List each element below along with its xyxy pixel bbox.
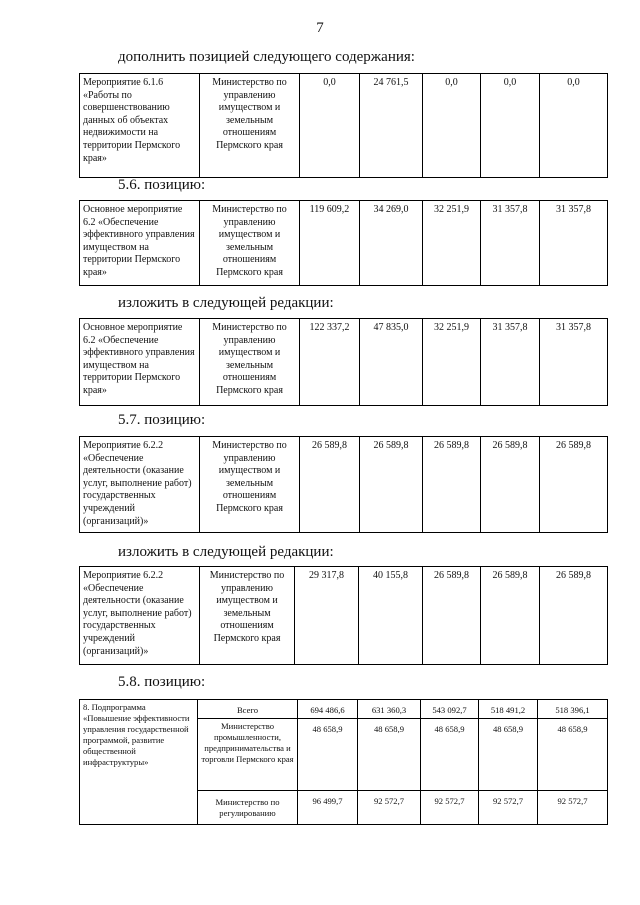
table-subprogram-8: [79, 699, 608, 825]
intro-line: дополнить позицией следующего содержания:: [118, 49, 415, 65]
value-cell: 31 357,8: [481, 201, 540, 286]
executor-cell: Министерство по управлению имуществом и земельным отношениям Пермского края: [200, 319, 300, 406]
value-cell: 518 396,1: [538, 700, 608, 719]
table-activity-6-2-2-new: [79, 566, 608, 665]
table-activity-6-2-old: [79, 200, 608, 286]
value-cell: 26 589,8: [360, 437, 423, 533]
table-row: [80, 700, 608, 719]
value-cell: 29 317,8: [295, 567, 359, 665]
value-cell: 92 572,7: [358, 791, 421, 825]
activity-name: Мероприятие 6.2.2 «Обеспечение деятельности (оказание услуг, выполнение работ) государственных учреждений (организаций)»: [80, 437, 200, 533]
value-cell: 543 092,7: [421, 700, 479, 719]
table-activity-6-2-2-old: [79, 436, 608, 533]
value-cell: 92 572,7: [479, 791, 538, 825]
value-cell: 92 572,7: [421, 791, 479, 825]
value-cell: 48 658,9: [298, 719, 358, 791]
table-row: [80, 567, 608, 665]
activity-name: Мероприятие 6.1.6 «Работы по совершенствованию данных об объектах недвижимости на территории Пермского края»: [80, 74, 200, 178]
table-row: [80, 74, 608, 178]
value-cell: 631 360,3: [358, 700, 421, 719]
value-cell: 31 357,8: [540, 201, 608, 286]
executor-cell: Министерство по управлению имуществом и земельным отношениям Пермского края: [200, 74, 300, 178]
value-cell: 694 486,6: [298, 700, 358, 719]
value-cell: 47 835,0: [360, 319, 423, 406]
edit-line-2: изложить в следующей редакции:: [118, 544, 334, 560]
heading-5-7: 5.7. позицию:: [118, 412, 206, 428]
value-cell: 0,0: [540, 74, 608, 178]
value-cell: 26 589,8: [540, 567, 608, 665]
table-row: [80, 201, 608, 286]
value-cell: 48 658,9: [421, 719, 479, 791]
value-cell: 518 491,2: [479, 700, 538, 719]
table-activity-6-2-new: [79, 318, 608, 406]
value-cell: 96 499,7: [298, 791, 358, 825]
subprogram-name: 8. Подпрограмма «Повышение эффективности управления государственной программой, развитие общественной инфраструктуры»: [80, 700, 198, 825]
table-row: [80, 319, 608, 406]
table-row: [80, 437, 608, 533]
value-cell: 26 589,8: [423, 567, 481, 665]
activity-name: Основное мероприятие 6.2 «Обеспечение эффективного управления имуществом на территории Пермского края»: [80, 201, 200, 286]
value-cell: 0,0: [481, 74, 540, 178]
value-cell: 32 251,9: [423, 201, 481, 286]
activity-name: Основное мероприятие 6.2 «Обеспечение эффективного управления имуществом на территории Пермского края»: [80, 319, 200, 406]
value-cell: 31 357,8: [540, 319, 608, 406]
value-cell: 40 155,8: [359, 567, 423, 665]
value-cell: 32 251,9: [423, 319, 481, 406]
value-cell: 26 589,8: [481, 567, 540, 665]
executor-cell: Министерство по управлению имуществом и земельным отношениям Пермского края: [200, 201, 300, 286]
executor-cell: Министерство промышленности, предпринимательства и торговли Пермского края: [198, 719, 298, 791]
value-cell: 34 269,0: [360, 201, 423, 286]
value-cell: 48 658,9: [358, 719, 421, 791]
heading-5-6: 5.6. позицию:: [118, 177, 206, 193]
heading-5-8: 5.8. позицию:: [118, 674, 206, 690]
value-cell: 26 589,8: [423, 437, 481, 533]
executor-cell: Министерство по управлению имуществом и земельным отношениям Пермского края: [200, 437, 300, 533]
table-activity-6-1-6: [79, 73, 608, 178]
value-cell: 0,0: [300, 74, 360, 178]
executor-cell: Министерство по регулированию: [198, 791, 298, 825]
executor-cell: Всего: [198, 700, 298, 719]
value-cell: 24 761,5: [360, 74, 423, 178]
value-cell: 48 658,9: [479, 719, 538, 791]
value-cell: 48 658,9: [538, 719, 608, 791]
value-cell: 26 589,8: [481, 437, 540, 533]
value-cell: 26 589,8: [540, 437, 608, 533]
value-cell: 26 589,8: [300, 437, 360, 533]
page-number: 7: [316, 20, 324, 36]
value-cell: 31 357,8: [481, 319, 540, 406]
executor-cell: Министерство по управлению имуществом и земельным отношениям Пермского края: [200, 567, 295, 665]
value-cell: 122 337,2: [300, 319, 360, 406]
value-cell: 0,0: [423, 74, 481, 178]
value-cell: 92 572,7: [538, 791, 608, 825]
activity-name: Мероприятие 6.2.2 «Обеспечение деятельности (оказание услуг, выполнение работ) государственных учреждений (организаций)»: [80, 567, 200, 665]
edit-line-1: изложить в следующей редакции:: [118, 295, 334, 311]
value-cell: 119 609,2: [300, 201, 360, 286]
